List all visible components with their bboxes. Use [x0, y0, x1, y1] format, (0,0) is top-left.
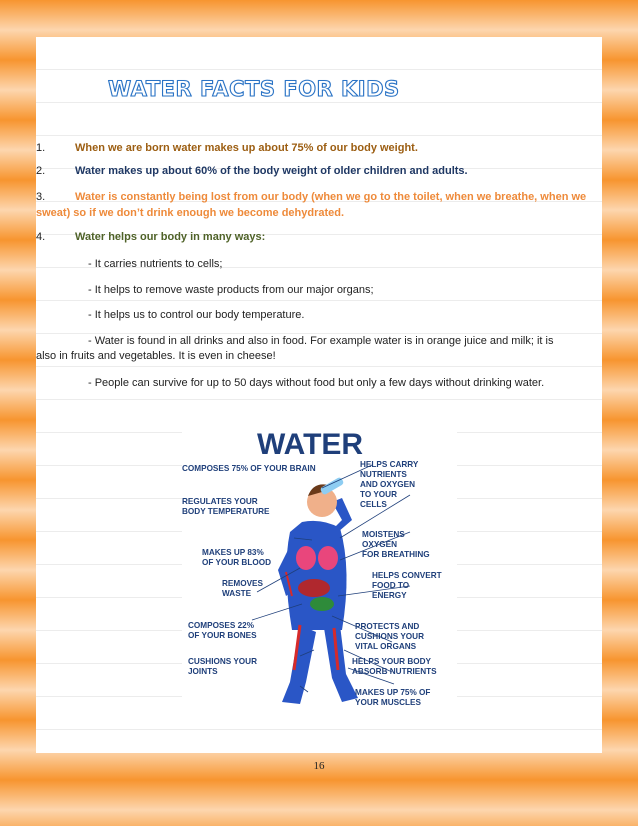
page-title: WATER FACTS FOR KIDS — [108, 77, 400, 101]
body-figure-illustration — [278, 477, 358, 704]
infographic-left-label-2: REGULATES YOUR BODY TEMPERATURE — [182, 497, 270, 516]
document-page — [36, 37, 602, 753]
sub-point-text: - It carries nutrients to cells; — [88, 258, 223, 270]
infographic-left-label-3: MAKES UP 83% OF YOUR BLOOD — [202, 548, 271, 567]
infographic-left-label-5: COMPOSES 22% OF YOUR BONES — [188, 621, 257, 640]
infographic-right-label-2: MOISTENS OXYGEN FOR BREATHING — [362, 530, 430, 559]
sub-point-text: - Water is found in all drinks and also in food. For example water is in orange juice and milk; it is — [88, 335, 554, 347]
page-number: 16 — [313, 760, 325, 772]
sub-point-text: also in fruits and vegetables. It is even in cheese! — [36, 350, 276, 362]
fact-4-text: Water helps our body in many ways: — [75, 231, 266, 243]
fact-2-number: 2. — [36, 165, 46, 177]
infographic-right-label-5: HELPS YOUR BODY ABSORB NUTRIENTS — [352, 657, 437, 676]
infographic-left-label-4: REMOVES WASTE — [222, 579, 263, 598]
sub-point-text: - It helps us to control our body temperature. — [88, 309, 305, 321]
sub-point-text: - It helps to remove waste products from our major organs; — [88, 284, 374, 296]
fact-1-number: 1. — [36, 142, 46, 154]
fact-3-text-line-1: Water is constantly being lost from our body (when we go to the toilet, when we breathe, when we — [75, 191, 587, 203]
infographic-illustration — [182, 420, 457, 708]
fact-3-text-line-2: sweat) so if we don’t drink enough we become dehydrated. — [36, 207, 345, 219]
water-infographic — [182, 420, 457, 708]
infographic-right-label-6: MAKES UP 75% OF YOUR MUSCLES — [355, 688, 431, 707]
infographic-right-label-1: HELPS CARRY NUTRIENTS AND OXYGEN TO YOUR CELLS — [360, 460, 419, 509]
infographic-heading: WATER — [257, 428, 364, 461]
infographic-right-label-4: PROTECTS AND CUSHIONS YOUR VITAL ORGANS — [355, 622, 424, 651]
infographic-right-labels — [352, 460, 442, 707]
sub-point-text: - People can survive for up to 50 days without food but only a few days without drinking water. — [88, 377, 545, 389]
fact-2-text: Water makes up about 60% of the body weight of older children and adults. — [75, 165, 468, 177]
fact-4-number: 4. — [36, 231, 46, 243]
fact-1-text: When we are born water makes up about 75% of our body weight. — [75, 142, 418, 154]
infographic-left-label-6: CUSHIONS YOUR JOINTS — [188, 657, 257, 676]
fact-3-number: 3. — [36, 191, 46, 203]
infographic-right-label-3: HELPS CONVERT FOOD TO ENERGY — [372, 571, 442, 600]
infographic-left-label-1: COMPOSES 75% OF YOUR BRAIN — [182, 464, 316, 473]
